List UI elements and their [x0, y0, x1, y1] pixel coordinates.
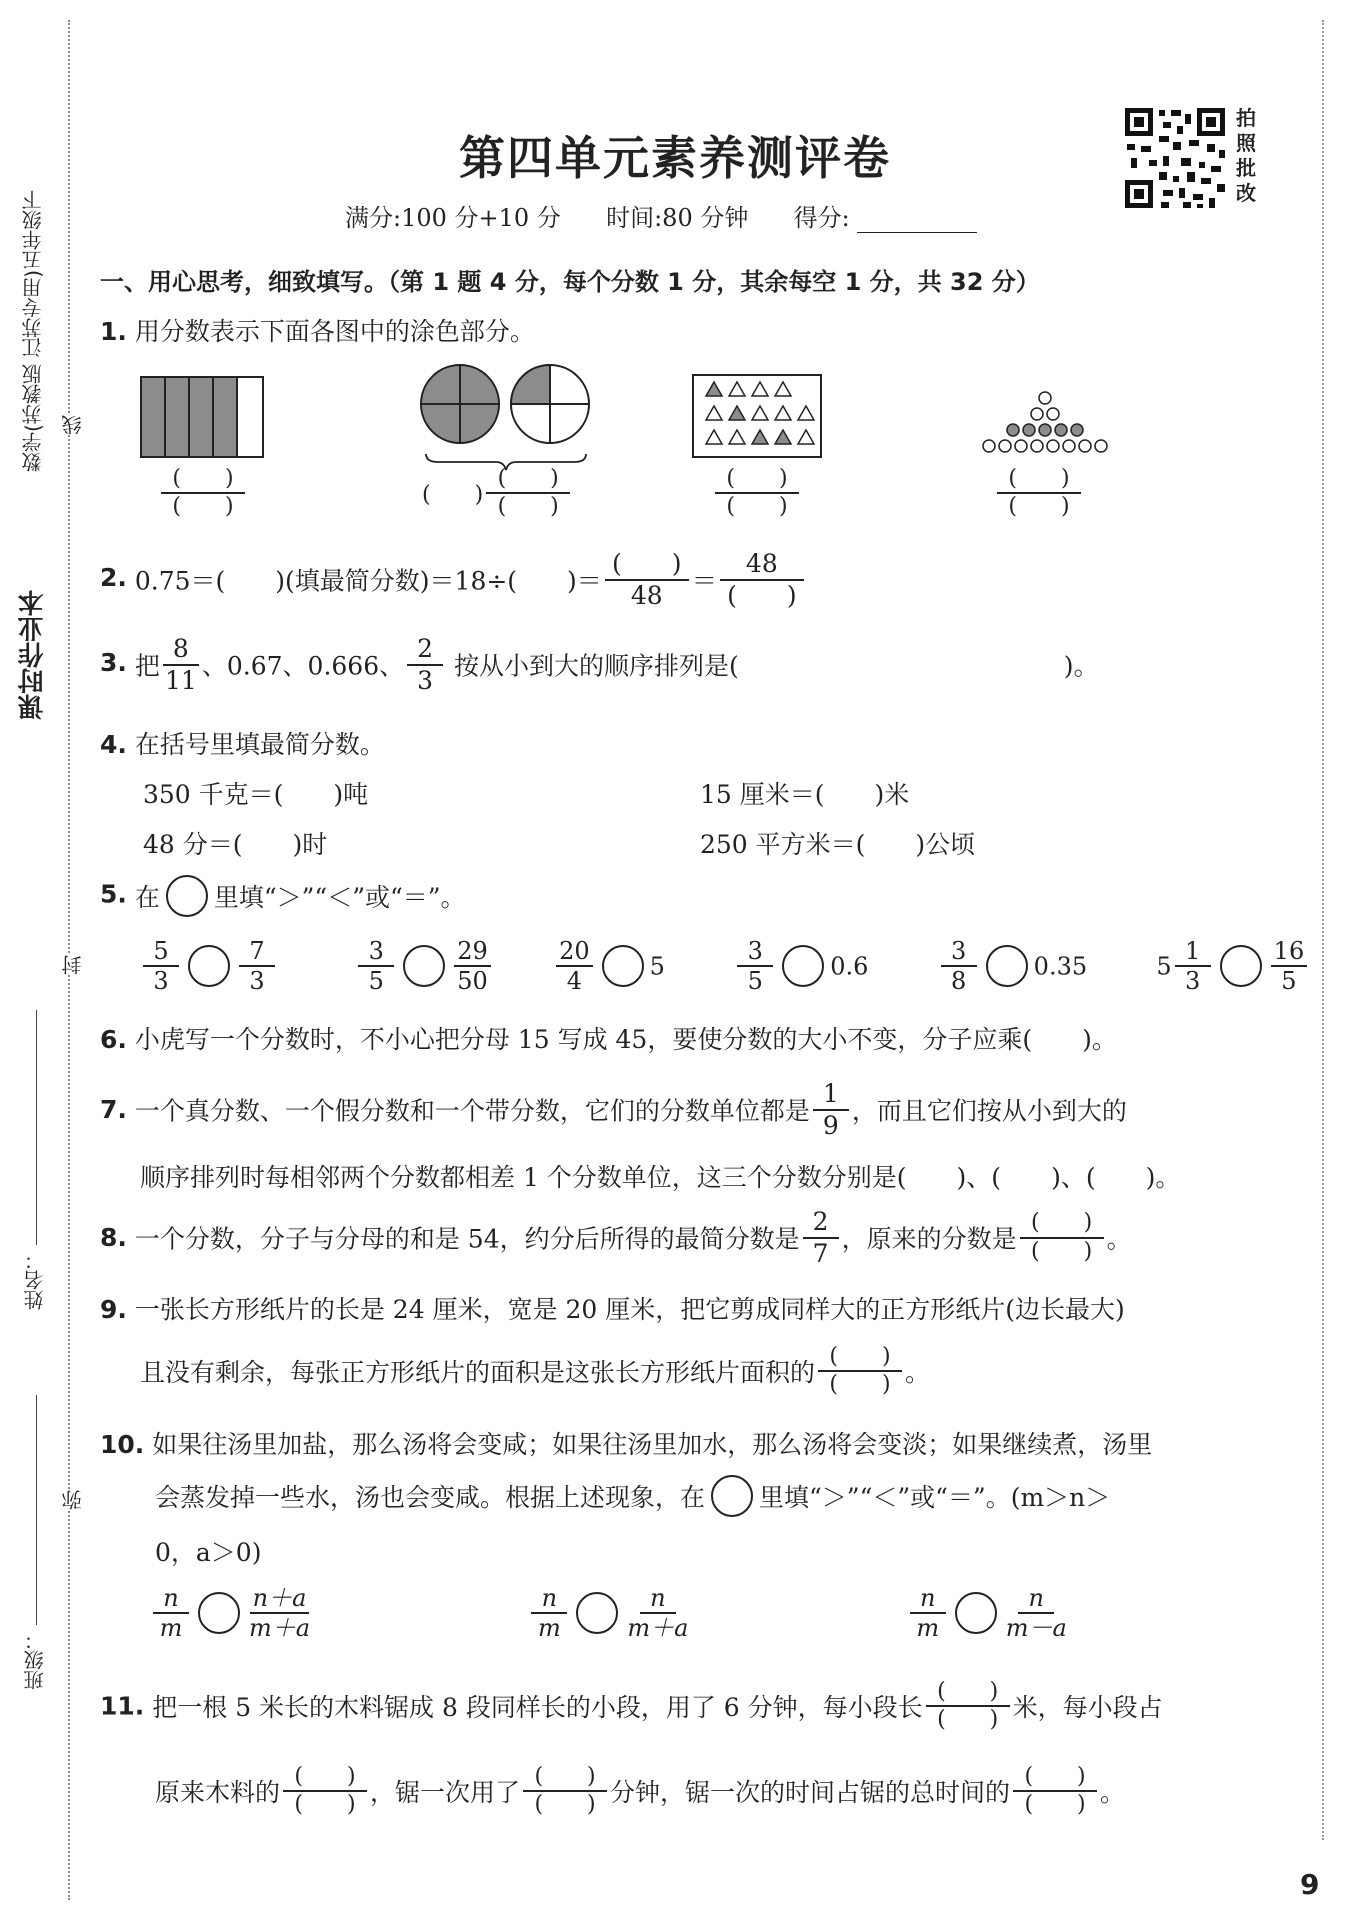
q10-expr-1: $\frac{n}{m}$ $\frac{n+a}{m+a}$ [150, 1598, 321, 1626]
cut-label-seal: 封 [58, 955, 87, 975]
name-label: 姓名： [23, 1250, 47, 1310]
question-9-line-1: 9. 一张长方形纸片的长是 24 厘米，宽是 20 厘米，把它剪成同样大的正方形纸片(边长最大) [100, 1295, 1125, 1324]
score-label: 得分: [793, 204, 850, 232]
question-11-line-2: 原来木料的 $\frac{( )}{( )}$ ，锯一次用了 $\frac{( )}{( )}$ 分钟，锯一次的时间占锯的总时间的 $\frac{( )}{( )}$ 。 [155, 1764, 1126, 1818]
question-8: 8. 一个分数，分子与分母的和是 54，约分后所得的最简分数是 $\frac{2}{7}$ ，原来的分数是 $\frac{( )}{( )}$ 。 [100, 1207, 1132, 1268]
full-score: 满分:100 分+10 分 [345, 204, 561, 232]
time-limit: 时间:80 分钟 [606, 204, 749, 232]
qr-caption: 拍 照 批 改 [1236, 106, 1256, 205]
q10-expressions [150, 1585, 1070, 1642]
figure-4-answer[interactable]: $\frac{( )}{( )}$ [994, 467, 1084, 519]
question-10-line-1: 10. 如果往汤里加盐，那么汤将会变咸；如果往汤里加水，那么汤将会变淡；如果继续煮，汤里 [100, 1430, 1153, 1459]
exam-info [345, 198, 977, 233]
page-number: 9 [1300, 1868, 1320, 1901]
question-9-line-2: 且没有剩余，每张正方形纸片的面积是这张长方形纸片面积的 $\frac{( )}{( )}$ 。 [140, 1344, 931, 1398]
section-heading: 一、用心思考，细致填写。（第 1 题 4 分，每个分数 1 分，其余每空 1 分，共 32 分） [100, 268, 1040, 296]
figure-2-circles [418, 362, 594, 472]
class-label: 班级： [23, 1630, 47, 1690]
compare-5: $\frac{3}{8}$ 0.35 [938, 951, 1095, 979]
compare-circle-icon [166, 875, 208, 917]
figure-3-answer[interactable]: $\frac{( )}{( )}$ [712, 467, 802, 519]
question-11-line-1: 11. 把一根 5 米长的木料锯成 8 段同样长的小段，用了 6 分钟，每小段长 $\frac{( )}{( )}$ 米，每小段占 [100, 1679, 1163, 1733]
q11-answer-1[interactable]: $\frac{( )}{( )}$ [926, 1680, 1010, 1732]
q4-item-2: 15 厘米＝( )米 [700, 780, 910, 809]
q4-item-4: 250 平方米＝( )公顷 [700, 830, 976, 859]
compare-4: $\frac{3}{5}$ 0.6 [734, 951, 876, 979]
compare-1: $\frac{5}{3}$ $\frac{7}{3}$ [140, 951, 286, 979]
q11-answer-4[interactable]: $\frac{( )}{( )}$ [1013, 1765, 1097, 1817]
question-4: 4. 在括号里填最简分数。 [100, 730, 385, 759]
page-title: 第四单元素养测评卷 [459, 131, 891, 185]
q11-answer-2[interactable]: $\frac{( )}{( )}$ [283, 1765, 367, 1817]
class-line [36, 1395, 37, 1625]
q10-expr-2: $\frac{n}{m}$ $\frac{n}{m+a}$ [528, 1598, 699, 1626]
score-field[interactable] [857, 232, 977, 233]
figure-2-answer[interactable]: ( ) $\frac{( )}{( )}$ [422, 467, 573, 519]
side-margin [0, 0, 90, 1920]
q4-item-3: 48 分＝( )时 [143, 830, 328, 859]
cut-label-line: 线 [58, 415, 87, 435]
question-10-line-3: 0，a＞0) [155, 1538, 262, 1567]
question-5: 5. 在 里填“＞”“＜”或“＝”。 [100, 875, 466, 917]
q5-comparisons [140, 938, 1310, 995]
question-3: 3. 把 $\frac{8}{11}$ 、0.67、0.666、 $\frac{2}{3}$ 按从小到大的顺序排列是( )。 [100, 634, 1099, 695]
question-1: 1. 用分数表示下面各图中的涂色部分。 [100, 317, 535, 346]
q10-expr-3: $\frac{n}{m}$ $\frac{n}{m-a}$ [907, 1598, 1070, 1626]
question-6: 6. 小虎写一个分数时，不小心把分母 15 写成 45，要使分数的大小不变，分子应乘( )。 [100, 1025, 1117, 1054]
book-subject: 数学(苏教版 江苏专用)五年级下 [21, 190, 45, 472]
q9-answer[interactable]: $\frac{( )}{( )}$ [818, 1345, 902, 1397]
q4-item-1: 350 千克＝( )吨 [143, 780, 369, 809]
qr-code[interactable] [1123, 106, 1227, 210]
compare-2: $\frac{3}{5}$ $\frac{29}{50}$ [355, 951, 501, 979]
cut-label-secret: 弥 [58, 1490, 87, 1510]
question-7-line-1: 7. 一个真分数、一个假分数和一个带分数，它们的分数单位都是 $\frac{1}{9}$ ，而且它们按从小到大的 [100, 1079, 1127, 1140]
question-7-line-2: 顺序排列时每相邻两个分数都相差 1 个分数单位，这三个分数分别是( )、( )、( )。 [140, 1163, 1181, 1192]
question-10-line-2: 会蒸发掉一些水，汤也会变咸。根据上述现象，在 里填“＞”“＜”或“＝”。(m＞n＞ [155, 1475, 1110, 1517]
compare-6: 5 $\frac{1}{3}$ $\frac{16}{5}$ [1156, 951, 1310, 979]
name-line [36, 1010, 37, 1245]
right-dotted-border [1322, 20, 1324, 1840]
q11-answer-3[interactable]: $\frac{( )}{( )}$ [523, 1765, 607, 1817]
book-title: 课时作业本 [18, 590, 48, 720]
compare-3: $\frac{20}{4}$ 5 [553, 951, 672, 979]
compare-circle-icon [711, 1475, 753, 1517]
figure-4-dots [975, 388, 1115, 458]
q8-answer[interactable]: $\frac{( )}{( )}$ [1020, 1211, 1104, 1263]
figure-1-answer[interactable]: $\frac{( )}{( )}$ [158, 467, 248, 519]
question-2: 2. 0.75＝( )(填最简分数)＝18÷( )＝ $\frac{( )}{48}$ ＝ $\frac{48}{( )}$ [100, 550, 807, 609]
figure-1-bars [140, 376, 264, 458]
figure-3-triangles [692, 374, 822, 458]
